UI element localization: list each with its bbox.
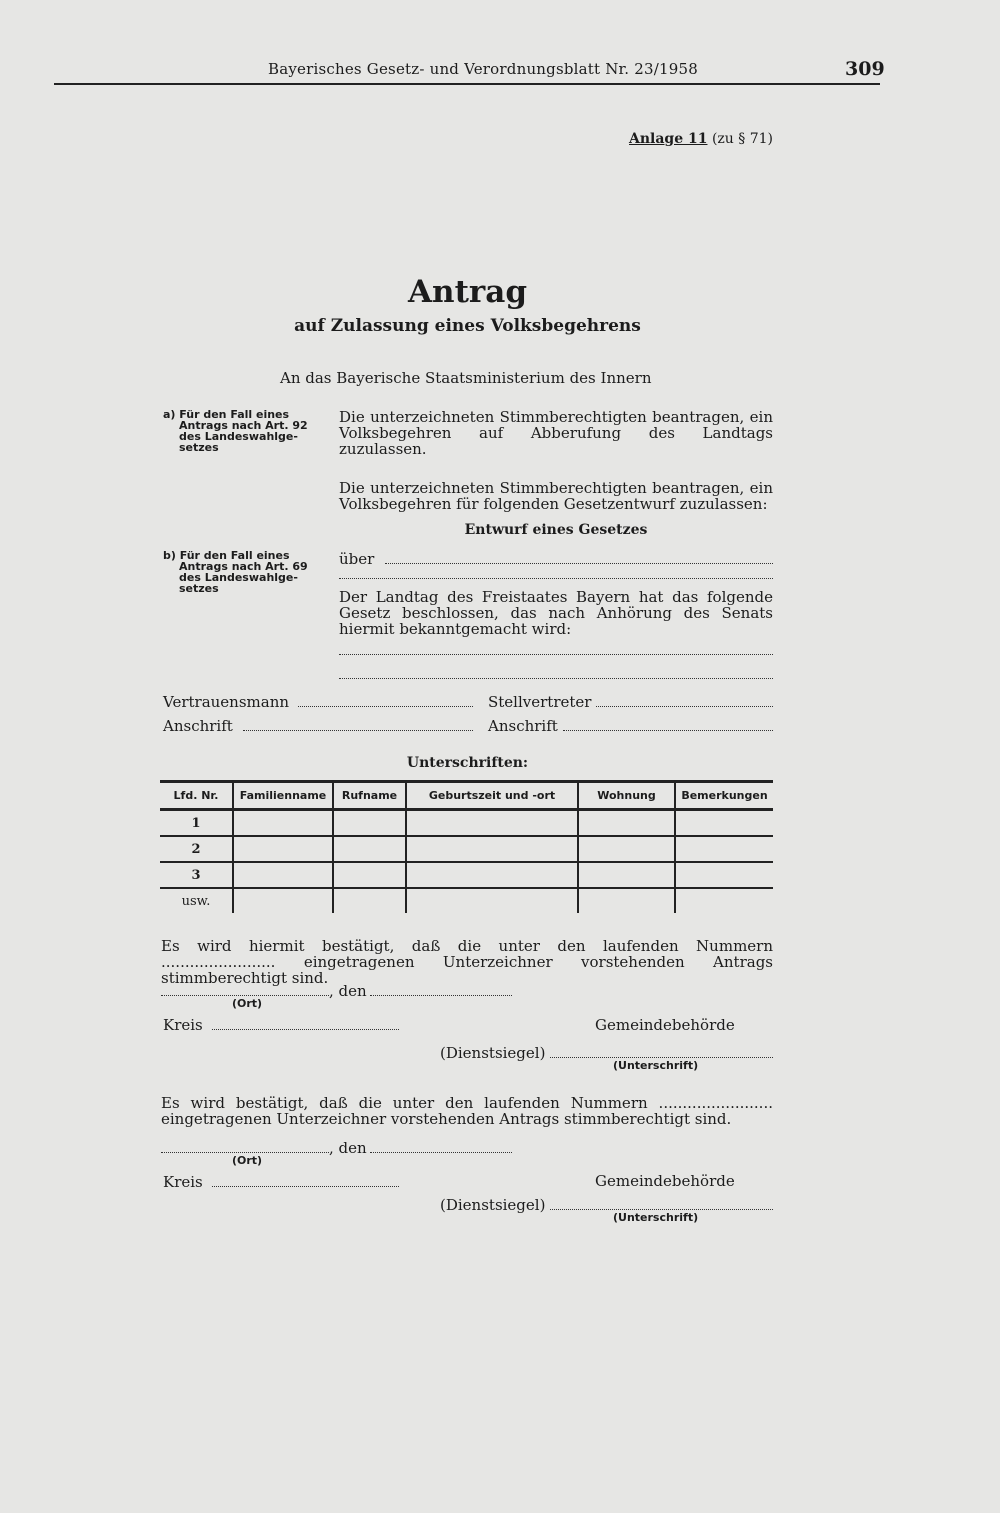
cert-2-date-field[interactable]: [370, 1152, 512, 1153]
certification-2-text: Es wird bestätigt, daß die unter den laufenden Nummern ........................ eingetragenen Unterzeichner vorstehenden Antrags stimmberechtigt sind.: [161, 1094, 773, 1128]
cert-2-kreis-label: Kreis: [163, 1173, 203, 1191]
column-header: Familienname: [233, 782, 333, 810]
cert-1-signature-field[interactable]: [550, 1057, 773, 1058]
cert-2-signature-field[interactable]: [550, 1209, 773, 1210]
signature-cell[interactable]: [578, 888, 675, 913]
signature-cell[interactable]: [578, 862, 675, 888]
row-number: 3: [160, 862, 233, 888]
signature-cell[interactable]: [233, 888, 333, 913]
trustee-address-label: Anschrift: [163, 717, 233, 735]
page-number: 309: [845, 58, 885, 80]
row-number: 2: [160, 836, 233, 862]
cert-1-signature-caption: (Unterschrift): [613, 1059, 699, 1072]
signature-cell[interactable]: [333, 836, 406, 862]
table-row: [160, 810, 773, 837]
signature-cell[interactable]: [233, 836, 333, 862]
signature-cell[interactable]: [406, 836, 578, 862]
case-b-text: Die unterzeichneten Stimmberechtigten beantragen, ein Volksbegehren für folgenden Gesetzentwurf zuzulassen:: [339, 479, 773, 513]
signature-cell[interactable]: [578, 810, 675, 837]
row-number: usw.: [181, 893, 211, 909]
signature-cell[interactable]: [675, 810, 773, 837]
law-text-field-1[interactable]: [339, 654, 773, 655]
cert-2-place-field[interactable]: [161, 1152, 329, 1153]
cert-2-authority-label: Gemeindebehörde: [595, 1172, 735, 1190]
signatures-heading: Unterschriften:: [406, 755, 529, 771]
law-title-field-2[interactable]: [339, 578, 773, 579]
deputy-field[interactable]: [596, 706, 773, 707]
draft-heading: Entwurf eines Gesetzes: [464, 522, 648, 538]
column-header: Geburtszeit und -ort: [406, 782, 578, 810]
law-text-field-2[interactable]: [339, 678, 773, 679]
column-header: Bemerkungen: [675, 782, 773, 810]
signature-cell[interactable]: [406, 810, 578, 837]
signature-cell[interactable]: [406, 862, 578, 888]
column-header: Lfd. Nr.: [160, 782, 233, 810]
row-number: 1: [160, 810, 233, 837]
signature-cell[interactable]: [333, 810, 406, 837]
cert-1-date-field[interactable]: [370, 995, 512, 996]
side-note-b-line3: des Landeswahlge-: [179, 571, 298, 584]
column-header: Wohnung: [578, 782, 675, 810]
signature-cell[interactable]: [675, 888, 773, 913]
header-rule: [54, 83, 880, 85]
cert-1-ort-caption: (Ort): [232, 997, 263, 1010]
side-note-a: [163, 409, 323, 453]
side-note-b-line4: setzes: [179, 582, 219, 595]
trustee-label: Vertrauensmann: [163, 693, 290, 711]
cert-1-kreis-field[interactable]: [212, 1029, 399, 1030]
deputy-address-field[interactable]: [563, 730, 773, 731]
cert-2-signature-caption: (Unterschrift): [613, 1211, 699, 1224]
certification-1-text: Es wird hiermit bestätigt, daß die unter den laufenden Nummern ........................ eingetragenen Unterzeichner vorstehenden Antrags stimmberechtigt sind.: [161, 937, 773, 987]
running-header: Bayerisches Gesetz- und Verordnungsblatt Nr. 23/1958: [268, 60, 698, 78]
deputy-label: Stellvertreter: [488, 693, 592, 711]
document-title: Antrag: [407, 274, 527, 310]
signature-cell[interactable]: [233, 862, 333, 888]
side-note-b: [163, 550, 323, 594]
deputy-address-label: Anschrift: [488, 717, 558, 735]
annex-paragraph-ref: (zu § 71): [711, 131, 773, 147]
side-note-a-line4: setzes: [179, 441, 219, 454]
side-note-a-line1: a) Für den Fall eines: [163, 408, 290, 421]
signature-cell[interactable]: [406, 888, 578, 913]
addressee: An das Bayerische Staatsministerium des Innern: [280, 369, 652, 387]
table-row: [160, 836, 773, 862]
signature-cell[interactable]: [333, 888, 406, 913]
law-title-field-1[interactable]: [385, 563, 773, 564]
column-header: Rufname: [333, 782, 406, 810]
table-row: [160, 888, 773, 913]
annex-reference: [629, 131, 773, 147]
ueber-label: über: [339, 550, 375, 568]
cert-1-place-field[interactable]: [161, 995, 329, 996]
signature-cell[interactable]: [675, 836, 773, 862]
table-row: [160, 862, 773, 888]
signature-cell[interactable]: [233, 810, 333, 837]
side-note-a-line3: des Landeswahlge-: [179, 430, 298, 443]
case-a-text: Die unterzeichneten Stimmberechtigten beantragen, ein Volksbegehren auf Abberufung des Landtags zuzulassen.: [339, 408, 773, 458]
cert-2-seal-label: (Dienstsiegel): [440, 1196, 546, 1214]
trustee-field[interactable]: [298, 706, 473, 707]
table-header-row: [160, 782, 773, 810]
signatures-table: [160, 780, 773, 913]
side-note-b-line2: Antrags nach Art. 69: [179, 560, 308, 573]
signature-cell[interactable]: [675, 862, 773, 888]
cert-1-den-label: , den: [329, 982, 367, 1000]
signature-cell[interactable]: [333, 862, 406, 888]
cert-2-den-label: , den: [329, 1139, 367, 1157]
landtag-text: Der Landtag des Freistaates Bayern hat das folgende Gesetz beschlossen, das nach Anhörung des Senats hiermit bekanntgemacht wird:: [339, 588, 773, 638]
side-note-a-line2: Antrags nach Art. 92: [179, 419, 308, 432]
cert-1-kreis-label: Kreis: [163, 1016, 203, 1034]
side-note-b-line1: b) Für den Fall eines: [163, 549, 290, 562]
cert-1-seal-label: (Dienstsiegel): [440, 1044, 546, 1062]
cert-1-authority-label: Gemeindebehörde: [595, 1016, 735, 1034]
cert-2-ort-caption: (Ort): [232, 1154, 263, 1167]
cert-2-kreis-field[interactable]: [212, 1186, 399, 1187]
document-subtitle: auf Zulassung eines Volksbegehrens: [294, 316, 641, 336]
trustee-address-field[interactable]: [243, 730, 473, 731]
signature-cell[interactable]: [578, 836, 675, 862]
annex-label: Anlage 11: [629, 131, 708, 147]
